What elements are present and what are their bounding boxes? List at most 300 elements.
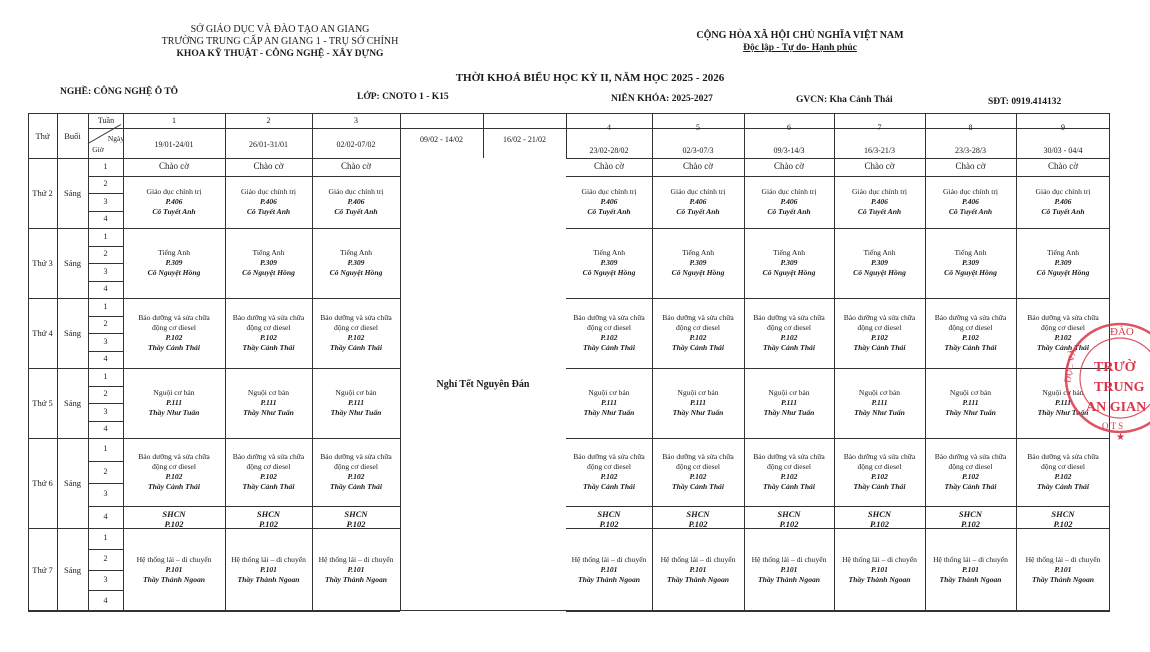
teacher-label: Thầy Cảnh Thái bbox=[583, 343, 635, 352]
col-buoi: Buổi bbox=[64, 130, 81, 141]
school-name: TRƯỜNG TRUNG CẤP AN GIANG 1 - TRỤ SỞ CHÍNH bbox=[161, 36, 399, 47]
room-label: P.102 bbox=[347, 471, 365, 481]
teacher-label: Cô Nguyệt Hồng bbox=[1036, 268, 1090, 277]
subject-cell bbox=[834, 528, 925, 611]
week-date: 09/3-14/3 bbox=[773, 146, 805, 155]
subject-cell bbox=[123, 298, 225, 368]
subject-name-2: động cơ diesel bbox=[246, 323, 291, 332]
room-label: P.111 bbox=[165, 398, 183, 407]
subject-name: Giáo dục chính trị bbox=[761, 186, 817, 196]
stamp-side: DỤC VÀ bbox=[1062, 348, 1078, 384]
grid-line bbox=[1016, 506, 1110, 507]
teacher-label: Cô Nguyệt Hồng bbox=[329, 268, 383, 277]
grid-line bbox=[88, 403, 123, 404]
shcn-room: P.102 bbox=[688, 518, 708, 529]
motto: Độc lập - Tự do- Hạnh phúc bbox=[743, 43, 857, 53]
subject-name: Giáo dục chính trị bbox=[670, 186, 726, 196]
grid-line bbox=[88, 333, 123, 334]
subject-name: Tiếng Anh bbox=[1046, 248, 1079, 257]
teacher-label: Thầy Cảnh Thái bbox=[672, 481, 724, 491]
subject-name: Giáo dục chính trị bbox=[851, 186, 908, 196]
week-number: 6 bbox=[787, 123, 791, 132]
grid-line bbox=[88, 549, 123, 550]
subject-cell bbox=[744, 438, 834, 506]
subject-cell bbox=[123, 438, 225, 506]
stamp-line1: TRƯỜ bbox=[1094, 360, 1136, 375]
subject-name: Tiếng Anh bbox=[592, 248, 625, 257]
faculty-name: KHOA KỸ THUẬT - CÔNG NGHỆ - XÂY DỰNG bbox=[176, 49, 384, 59]
subject-cell bbox=[312, 438, 400, 506]
shcn-cell bbox=[123, 509, 225, 529]
teacher-label: Thầy Cảnh Thái bbox=[330, 343, 382, 352]
teacher-label: Cô Nguyệt Hồng bbox=[147, 268, 201, 277]
subject-cell bbox=[312, 176, 400, 229]
period-number: 3 bbox=[103, 266, 108, 276]
room-label: P.101 bbox=[780, 564, 798, 574]
grid-line bbox=[28, 113, 1110, 114]
subject-name: Bảo dưỡng và sửa chữa bbox=[662, 313, 734, 322]
subject-cell bbox=[123, 176, 225, 229]
teacher-label: Thầy Thành Ngoan bbox=[577, 574, 641, 584]
subject-name: Hệ thống lái – di chuyển bbox=[933, 554, 1008, 564]
subject-name: Hệ thống lái – di chuyển bbox=[842, 554, 917, 564]
subject-name: Giáo dục chính trị bbox=[942, 186, 999, 196]
subject-cell bbox=[744, 368, 834, 438]
subject-name: Bảo dưỡng và sửa chữa bbox=[843, 451, 916, 461]
subject-name: Hệ thống lái – di chuyển bbox=[571, 554, 647, 564]
chao-co: Chào cờ bbox=[955, 161, 986, 171]
grid-line bbox=[88, 570, 123, 571]
subject-cell bbox=[1016, 528, 1110, 611]
subject-cell bbox=[1016, 438, 1110, 506]
subject-name: Giáo dục chính trị bbox=[1035, 186, 1091, 196]
period-number: 1 bbox=[103, 161, 108, 171]
week-date: 19/01-24/01 bbox=[154, 140, 194, 149]
teacher-label: Thầy Cảnh Thái bbox=[944, 481, 997, 491]
grid-line bbox=[834, 506, 925, 507]
stamp-line3: AN GIAN bbox=[1086, 400, 1147, 415]
week-date: 26/01-31/01 bbox=[248, 140, 289, 149]
room-label: P.101 bbox=[600, 564, 618, 574]
room-label: P.102 bbox=[165, 471, 183, 481]
break-date: 16/02 - 21/02 bbox=[502, 135, 547, 144]
subject-name: Giáo dục chính trị bbox=[240, 186, 297, 196]
room-label: P.309 bbox=[962, 258, 979, 267]
subject-name: Bảo dưỡng và sửa chữa bbox=[320, 451, 392, 461]
subject-cell bbox=[312, 368, 400, 438]
room-label: P.102 bbox=[1054, 471, 1072, 481]
shcn-name: SHCN bbox=[867, 508, 892, 519]
grid-line bbox=[225, 506, 312, 507]
shcn-cell bbox=[312, 509, 400, 529]
subject-name-2: động cơ diesel bbox=[151, 323, 197, 332]
grid-line bbox=[88, 176, 123, 177]
room-label: P.102 bbox=[689, 471, 707, 481]
grid-line bbox=[88, 386, 123, 387]
room-label: P.111 bbox=[1054, 398, 1072, 407]
shcn-cell bbox=[225, 509, 312, 529]
nation-name: CỘNG HÒA XÃ HỘI CHỦ NGHĨA VIỆT NAM bbox=[696, 30, 904, 41]
period-number: 4 bbox=[103, 354, 108, 364]
stamp-bottom: O T S bbox=[1102, 421, 1124, 431]
subject-name: Tiếng Anh bbox=[772, 248, 805, 257]
teacher-label: Thầy Thành Ngoan bbox=[848, 574, 911, 584]
grid-line bbox=[88, 461, 123, 462]
day-label: Thứ 5 bbox=[32, 398, 53, 408]
dept-name: SỞ GIÁO DỤC VÀ ĐÀO TẠO AN GIANG bbox=[190, 24, 370, 35]
subject-cell bbox=[225, 528, 312, 611]
subject-name: Nguội cơ bản bbox=[588, 388, 630, 397]
teacher-label: Thầy Cảnh Thái bbox=[672, 343, 724, 352]
teacher-label: Thầy Như Tuấn bbox=[763, 408, 815, 417]
teacher-label: Thầy Cảnh Thái bbox=[148, 481, 200, 491]
room-label: P.406 bbox=[260, 196, 277, 206]
room-label: P.406 bbox=[780, 196, 798, 206]
period-number: 3 bbox=[103, 489, 108, 499]
room-label: P.102 bbox=[689, 333, 707, 342]
week-date: 02/02-07/02 bbox=[336, 140, 376, 149]
period-number: 3 bbox=[103, 196, 108, 206]
shcn-cell bbox=[1016, 509, 1110, 529]
subject-cell bbox=[652, 438, 744, 506]
room-label: P.102 bbox=[260, 333, 277, 342]
room-label: P.101 bbox=[962, 564, 979, 574]
subject-name-2: động cơ diesel bbox=[766, 461, 812, 471]
teacher-label: Thầy Như Tuấn bbox=[148, 408, 200, 417]
room-label: P.102 bbox=[600, 333, 618, 342]
room-label: P.102 bbox=[780, 471, 798, 481]
subject-name: Nguội cơ bản bbox=[858, 388, 901, 397]
subject-name: Giáo dục chính trị bbox=[581, 186, 637, 196]
room-label: P.101 bbox=[689, 564, 707, 574]
teacher-label: Thầy Cảnh Thái bbox=[853, 343, 906, 352]
subject-name: Hệ thống lái – di chuyển bbox=[751, 554, 827, 564]
teacher-label: Thầy Cảnh Thái bbox=[763, 343, 815, 352]
subject-cell bbox=[744, 528, 834, 611]
shcn-name: SHCN bbox=[597, 508, 621, 519]
session-label: Sáng bbox=[64, 398, 81, 408]
week-date: 23/02-28/02 bbox=[589, 146, 629, 155]
teacher-label: Thầy Thành Ngoan bbox=[324, 574, 388, 584]
room-label: P.101 bbox=[871, 564, 888, 574]
room-label: P.102 bbox=[780, 333, 798, 342]
room-label: P.101 bbox=[347, 564, 365, 574]
subject-name-2: động cơ diesel bbox=[857, 461, 902, 471]
grid-line bbox=[744, 506, 834, 507]
subject-name: Bảo dưỡng và sửa chữa bbox=[573, 451, 645, 461]
course-label: NIÊN KHÓA: 2025-2027 bbox=[611, 94, 713, 104]
shcn-room: P.102 bbox=[599, 518, 619, 529]
grid-line bbox=[123, 506, 225, 507]
week-date: 30/03 - 04/4 bbox=[1043, 146, 1083, 155]
room-label: P.406 bbox=[165, 196, 183, 206]
holiday-label: Nghỉ Tết Nguyên Đán bbox=[436, 379, 530, 390]
subject-cell bbox=[312, 228, 400, 298]
teacher-label: Thầy Cảnh Thái bbox=[148, 343, 200, 352]
room-label: P.406 bbox=[689, 196, 707, 206]
subject-cell bbox=[925, 438, 1016, 506]
subject-name: Bảo dưỡng và sửa chữa bbox=[753, 313, 825, 322]
session-label: Sáng bbox=[64, 478, 81, 488]
subject-name: Bảo dưỡng và sửa chữa bbox=[573, 313, 645, 322]
teacher-label: Cô Tuyết Anh bbox=[676, 206, 720, 216]
chao-co: Chào cờ bbox=[158, 161, 189, 171]
teacher-label: Cô Tuyết Anh bbox=[948, 206, 993, 216]
grid-line bbox=[88, 128, 123, 129]
session-label: Sáng bbox=[64, 258, 81, 268]
subject-name: Nguội cơ bản bbox=[677, 388, 719, 397]
teacher-label: Cô Tuyết Anh bbox=[334, 206, 378, 216]
subject-name: Tiếng Anh bbox=[863, 248, 896, 257]
subject-name-2: động cơ diesel bbox=[675, 323, 721, 332]
col-tuan: Tuần bbox=[97, 116, 115, 125]
subject-name: Tiếng Anh bbox=[954, 248, 987, 257]
teacher-label: Thầy Như Tuấn bbox=[945, 408, 996, 417]
room-label: P.406 bbox=[1054, 196, 1072, 206]
subject-cell bbox=[652, 528, 744, 611]
period-number: 2 bbox=[103, 179, 108, 189]
room-label: P.111 bbox=[689, 398, 707, 407]
week-number: 7 bbox=[877, 123, 882, 132]
teacher-label: Thầy Thành Ngoan bbox=[757, 574, 821, 584]
grid-line bbox=[88, 263, 123, 264]
chao-co: Chào cờ bbox=[682, 161, 713, 171]
subject-name: Tiếng Anh bbox=[157, 248, 190, 257]
grid-line bbox=[88, 483, 123, 484]
teacher-label: Thầy Cảnh Thái bbox=[853, 481, 906, 491]
period-number: 4 bbox=[103, 214, 108, 224]
subject-name: Tiếng Anh bbox=[681, 248, 714, 257]
subject-cell bbox=[1016, 176, 1110, 229]
period-number: 2 bbox=[103, 466, 108, 476]
shcn-cell bbox=[744, 509, 834, 529]
room-label: P.102 bbox=[962, 333, 979, 342]
subject-cell bbox=[123, 228, 225, 298]
subject-name-2: động cơ diesel bbox=[333, 323, 379, 332]
subject-cell bbox=[652, 298, 744, 368]
room-label: P.111 bbox=[962, 398, 979, 407]
grid-line bbox=[566, 506, 652, 507]
subject-cell bbox=[925, 298, 1016, 368]
grid-line bbox=[312, 506, 400, 507]
room-label: P.102 bbox=[600, 471, 618, 481]
week-date: 16/3-21/3 bbox=[863, 146, 896, 155]
teacher-label: Cô Nguyệt Hồng bbox=[762, 268, 816, 277]
grid-line bbox=[566, 158, 1110, 159]
period-number: 2 bbox=[103, 389, 108, 399]
grid-line bbox=[88, 316, 123, 317]
shcn-room: P.102 bbox=[961, 518, 980, 529]
subject-cell bbox=[834, 438, 925, 506]
teacher-label: Thầy Cảnh Thái bbox=[944, 343, 997, 352]
room-label: P.309 bbox=[689, 258, 707, 267]
grid-line bbox=[88, 421, 123, 422]
subject-cell bbox=[744, 228, 834, 298]
subject-name: Nguội cơ bản bbox=[153, 388, 195, 397]
subject-name: Giáo dục chính trị bbox=[146, 186, 202, 196]
shcn-name: SHCN bbox=[777, 508, 801, 519]
subject-cell bbox=[1016, 228, 1110, 298]
week-number: 1 bbox=[172, 116, 176, 125]
subject-cell bbox=[312, 298, 400, 368]
week-number: 8 bbox=[968, 123, 973, 132]
subject-name: Nguội cơ bản bbox=[768, 388, 810, 397]
subject-name-2: động cơ diesel bbox=[1040, 461, 1086, 471]
subject-name-2: động cơ diesel bbox=[333, 461, 379, 471]
subject-name-2: động cơ diesel bbox=[586, 461, 632, 471]
subject-cell bbox=[834, 228, 925, 298]
room-label: P.309 bbox=[347, 258, 365, 267]
teacher-label: Cô Nguyệt Hồng bbox=[582, 268, 636, 277]
teacher-label: Cô Tuyết Anh bbox=[246, 206, 291, 216]
room-label: P.309 bbox=[165, 258, 183, 267]
day-label: Thứ 6 bbox=[32, 478, 53, 488]
period-number: 4 bbox=[103, 511, 108, 521]
teacher-label: Thầy Thành Ngoan bbox=[142, 574, 206, 584]
period-number: 4 bbox=[103, 284, 108, 294]
teacher-label: Cô Tuyết Anh bbox=[857, 206, 902, 216]
shcn-name: SHCN bbox=[958, 508, 983, 519]
teacher-label: Thầy Thành Ngoan bbox=[1031, 574, 1095, 584]
phone-label: SĐT: 0919.414132 bbox=[988, 97, 1062, 107]
subject-cell bbox=[225, 438, 312, 506]
teacher-label: Cô Tuyết Anh bbox=[587, 206, 631, 216]
shcn-cell bbox=[566, 509, 652, 529]
chao-co: Chào cờ bbox=[593, 161, 624, 171]
chao-co: Chào cờ bbox=[340, 161, 371, 171]
subject-cell bbox=[312, 528, 400, 611]
subject-cell bbox=[652, 228, 744, 298]
grid-line bbox=[925, 506, 1016, 507]
break-date: 09/02 - 14/02 bbox=[419, 135, 464, 144]
day-label: Thứ 3 bbox=[32, 258, 53, 268]
room-label: P.102 bbox=[962, 471, 979, 481]
subject-name: Bảo dưỡng và sửa chữa bbox=[843, 313, 916, 322]
room-label: P.102 bbox=[1054, 333, 1072, 342]
subject-cell bbox=[834, 298, 925, 368]
shcn-room: P.102 bbox=[1053, 518, 1073, 529]
subject-cell bbox=[925, 228, 1016, 298]
col-thu: Thứ bbox=[35, 130, 50, 141]
teacher-label: Thầy Cảnh Thái bbox=[1037, 481, 1089, 491]
room-label: P.111 bbox=[600, 398, 618, 407]
subject-name-2: động cơ diesel bbox=[1040, 323, 1086, 332]
subject-name: Hệ thống lái – di chuyển bbox=[136, 554, 212, 564]
day-label: Thứ 4 bbox=[32, 328, 53, 338]
subject-name: Hệ thống lái – di chuyển bbox=[660, 554, 736, 564]
teacher-label: Thầy Như Tuấn bbox=[330, 408, 382, 417]
period-number: 2 bbox=[103, 554, 108, 564]
subject-cell bbox=[925, 176, 1016, 229]
room-label: P.406 bbox=[871, 196, 888, 206]
subject-cell bbox=[566, 368, 652, 438]
shcn-room: P.102 bbox=[164, 518, 184, 529]
school-stamp bbox=[1062, 313, 1150, 443]
subject-name: Bảo dưỡng và sửa chữa bbox=[232, 313, 305, 322]
subject-name-2: động cơ diesel bbox=[948, 323, 993, 332]
teacher-label: Thầy Như Tuấn bbox=[854, 408, 905, 417]
shcn-name: SHCN bbox=[686, 508, 710, 519]
shcn-room: P.102 bbox=[346, 518, 366, 529]
subject-name: Bảo dưỡng và sửa chữa bbox=[1027, 451, 1099, 461]
chao-co: Chào cờ bbox=[773, 161, 804, 171]
teacher-label: Thầy Cảnh Thái bbox=[763, 481, 815, 491]
period-number: 3 bbox=[103, 406, 108, 416]
week-number: 9 bbox=[1061, 123, 1065, 132]
stamp-arc: ĐÀO bbox=[1110, 326, 1134, 338]
period-number: 1 bbox=[103, 371, 108, 381]
room-label: P.101 bbox=[165, 564, 183, 574]
col-gio: Giờ bbox=[92, 145, 104, 154]
week-number: 4 bbox=[607, 123, 611, 132]
subject-cell bbox=[225, 298, 312, 368]
page-title: THỜI KHOÁ BIỂU HỌC KỲ II, NĂM HỌC 2025 - 2026 bbox=[455, 72, 725, 84]
week-number: 5 bbox=[696, 123, 700, 132]
teacher-label: Thầy Thành Ngoan bbox=[666, 574, 730, 584]
grid-line bbox=[566, 611, 1110, 612]
star-icon: ★ bbox=[1116, 432, 1125, 443]
teacher-label: Cô Nguyệt Hồng bbox=[853, 268, 906, 277]
room-label: P.101 bbox=[260, 564, 277, 574]
room-label: P.111 bbox=[260, 398, 277, 407]
grid-line bbox=[88, 246, 123, 247]
room-label: P.406 bbox=[962, 196, 979, 206]
teacher-label: Thầy Như Tuấn bbox=[1037, 408, 1089, 417]
subject-cell bbox=[225, 176, 312, 229]
subject-cell bbox=[744, 298, 834, 368]
teacher-label: Cô Nguyệt Hồng bbox=[242, 268, 295, 277]
day-label: Thứ 7 bbox=[32, 564, 53, 575]
subject-name-2: động cơ diesel bbox=[857, 323, 902, 332]
subject-cell bbox=[123, 368, 225, 438]
room-label: P.102 bbox=[347, 333, 365, 342]
subject-name: Bảo dưỡng và sửa chữa bbox=[138, 451, 210, 461]
teacher-label: Thầy Cảnh Thái bbox=[242, 481, 295, 491]
subject-cell bbox=[652, 368, 744, 438]
period-number: 4 bbox=[103, 424, 108, 434]
shcn-cell bbox=[925, 509, 1016, 529]
teacher-label: Cô Tuyết Anh bbox=[1041, 206, 1085, 216]
subject-name: Tiếng Anh bbox=[339, 248, 372, 257]
major-label: NGHỀ: CÔNG NGHỆ Ô TÔ bbox=[60, 87, 179, 97]
grid-line bbox=[88, 351, 123, 352]
subject-cell bbox=[566, 176, 652, 229]
stamp-line2: TRUNG bbox=[1094, 380, 1145, 395]
period-number: 4 bbox=[103, 595, 108, 605]
class-label: LỚP: CNOTO 1 - K15 bbox=[357, 92, 449, 102]
shcn-name: SHCN bbox=[162, 508, 186, 519]
subject-cell bbox=[925, 528, 1016, 611]
subject-name: Nguội cơ bản bbox=[247, 388, 290, 397]
subject-name: Hệ thống lái – di chuyển bbox=[231, 554, 306, 564]
subject-name: Bảo dưỡng và sửa chữa bbox=[1027, 313, 1099, 322]
room-label: P.309 bbox=[1054, 258, 1072, 267]
room-label: P.309 bbox=[260, 258, 277, 267]
period-number: 2 bbox=[103, 249, 108, 259]
subject-name: Bảo dưỡng và sửa chữa bbox=[934, 451, 1007, 461]
session-label: Sáng bbox=[64, 188, 81, 198]
subject-cell bbox=[744, 176, 834, 229]
period-number: 2 bbox=[103, 319, 108, 329]
shcn-room: P.102 bbox=[870, 518, 889, 529]
chao-co: Chào cờ bbox=[864, 161, 895, 171]
teacher-label: Thầy Thành Ngoan bbox=[237, 574, 300, 584]
room-label: P.101 bbox=[1054, 564, 1072, 574]
timetable bbox=[28, 113, 1110, 611]
col-ngay: Ngày bbox=[107, 134, 125, 143]
subject-cell bbox=[566, 228, 652, 298]
room-label: P.406 bbox=[600, 196, 618, 206]
